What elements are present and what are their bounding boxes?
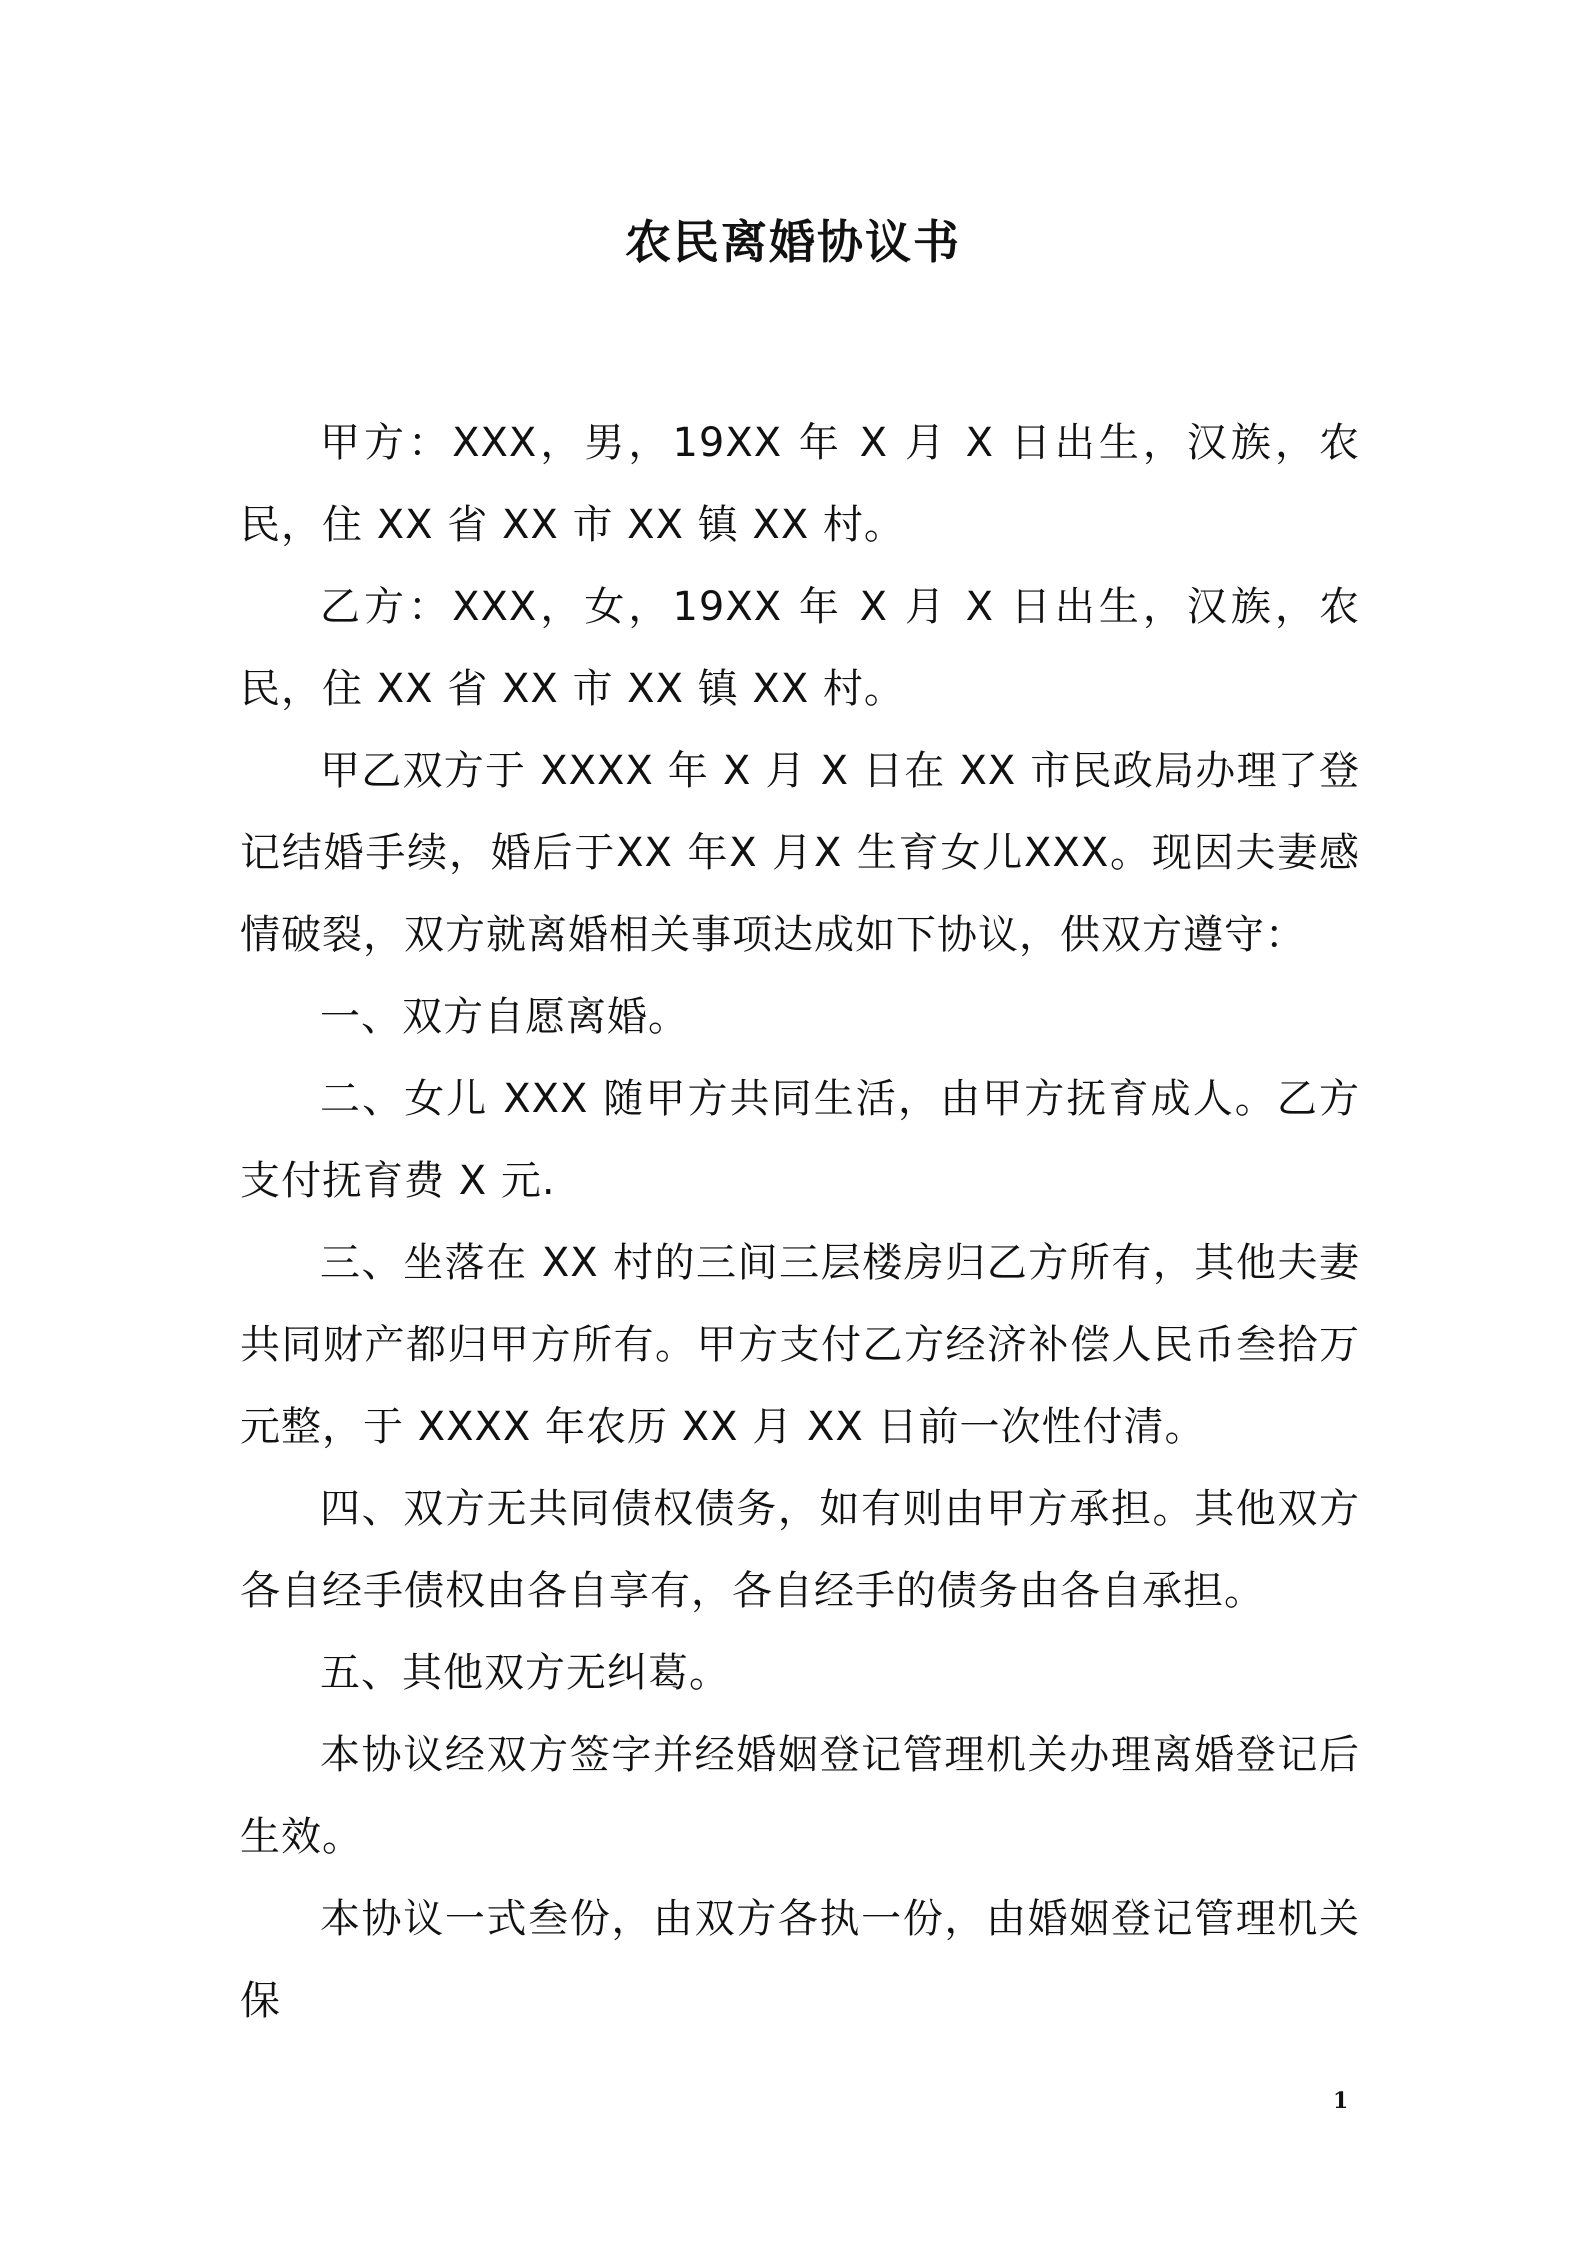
paragraph-clause-2: 二、女儿 XXX 随甲方共同生活，由甲方抚育成人。乙方支付抚育费 X 元. [240,1076,1360,1204]
paragraph-effective: 本协议经双方签字并经婚姻登记管理机关办理离婚登记后生效。 [240,1732,1360,1860]
paragraph-party-a: 甲方：XXX，男，19XX 年 X 月 X 日出生，汉族，农民，住 XX 省 XX 市 XX 镇 XX 村。 [240,420,1360,548]
paragraph-copies: 本协议一式叁份，由双方各执一份，由婚姻登记管理机关保 [240,1896,1360,2024]
paragraph-clause-5: 五、其他双方无纠葛。 [320,1650,730,1696]
document-title: 农民离婚协议书 [625,215,961,269]
paragraph-clause-4: 四、双方无共同债权债务，如有则由甲方承担。其他双方各自经手债权由各自享有，各自经手的债务由各自承担。 [240,1486,1360,1614]
paragraph-clause-3: 三、坐落在 XX 村的三间三层楼房归乙方所有，其他夫妻共同财产都归甲方所有。甲方支付乙方经济补偿人民币叁拾万元整，于 XXXX 年农历 XX 月 XX 日前一次性付清。 [240,1240,1360,1450]
paragraph-party-b: 乙方：XXX，女，19XX 年 X 月 X 日出生，汉族，农民，住 XX 省 XX 市 XX 镇 XX 村。 [240,584,1360,712]
page-number: 1 [1333,2088,1349,2114]
paragraph-marriage-background: 甲乙双方于 XXXX 年 X 月 X 日在 XX 市民政局办理了登记结婚手续，婚后于XX 年X 月X 生育女儿XXX。现因夫妻感情破裂，双方就离婚相关事项达成如下协议，供双方遵守： [240,748,1360,958]
paragraph-clause-1: 一、双方自愿离婚。 [320,994,689,1040]
document-body [240,402,1360,2042]
